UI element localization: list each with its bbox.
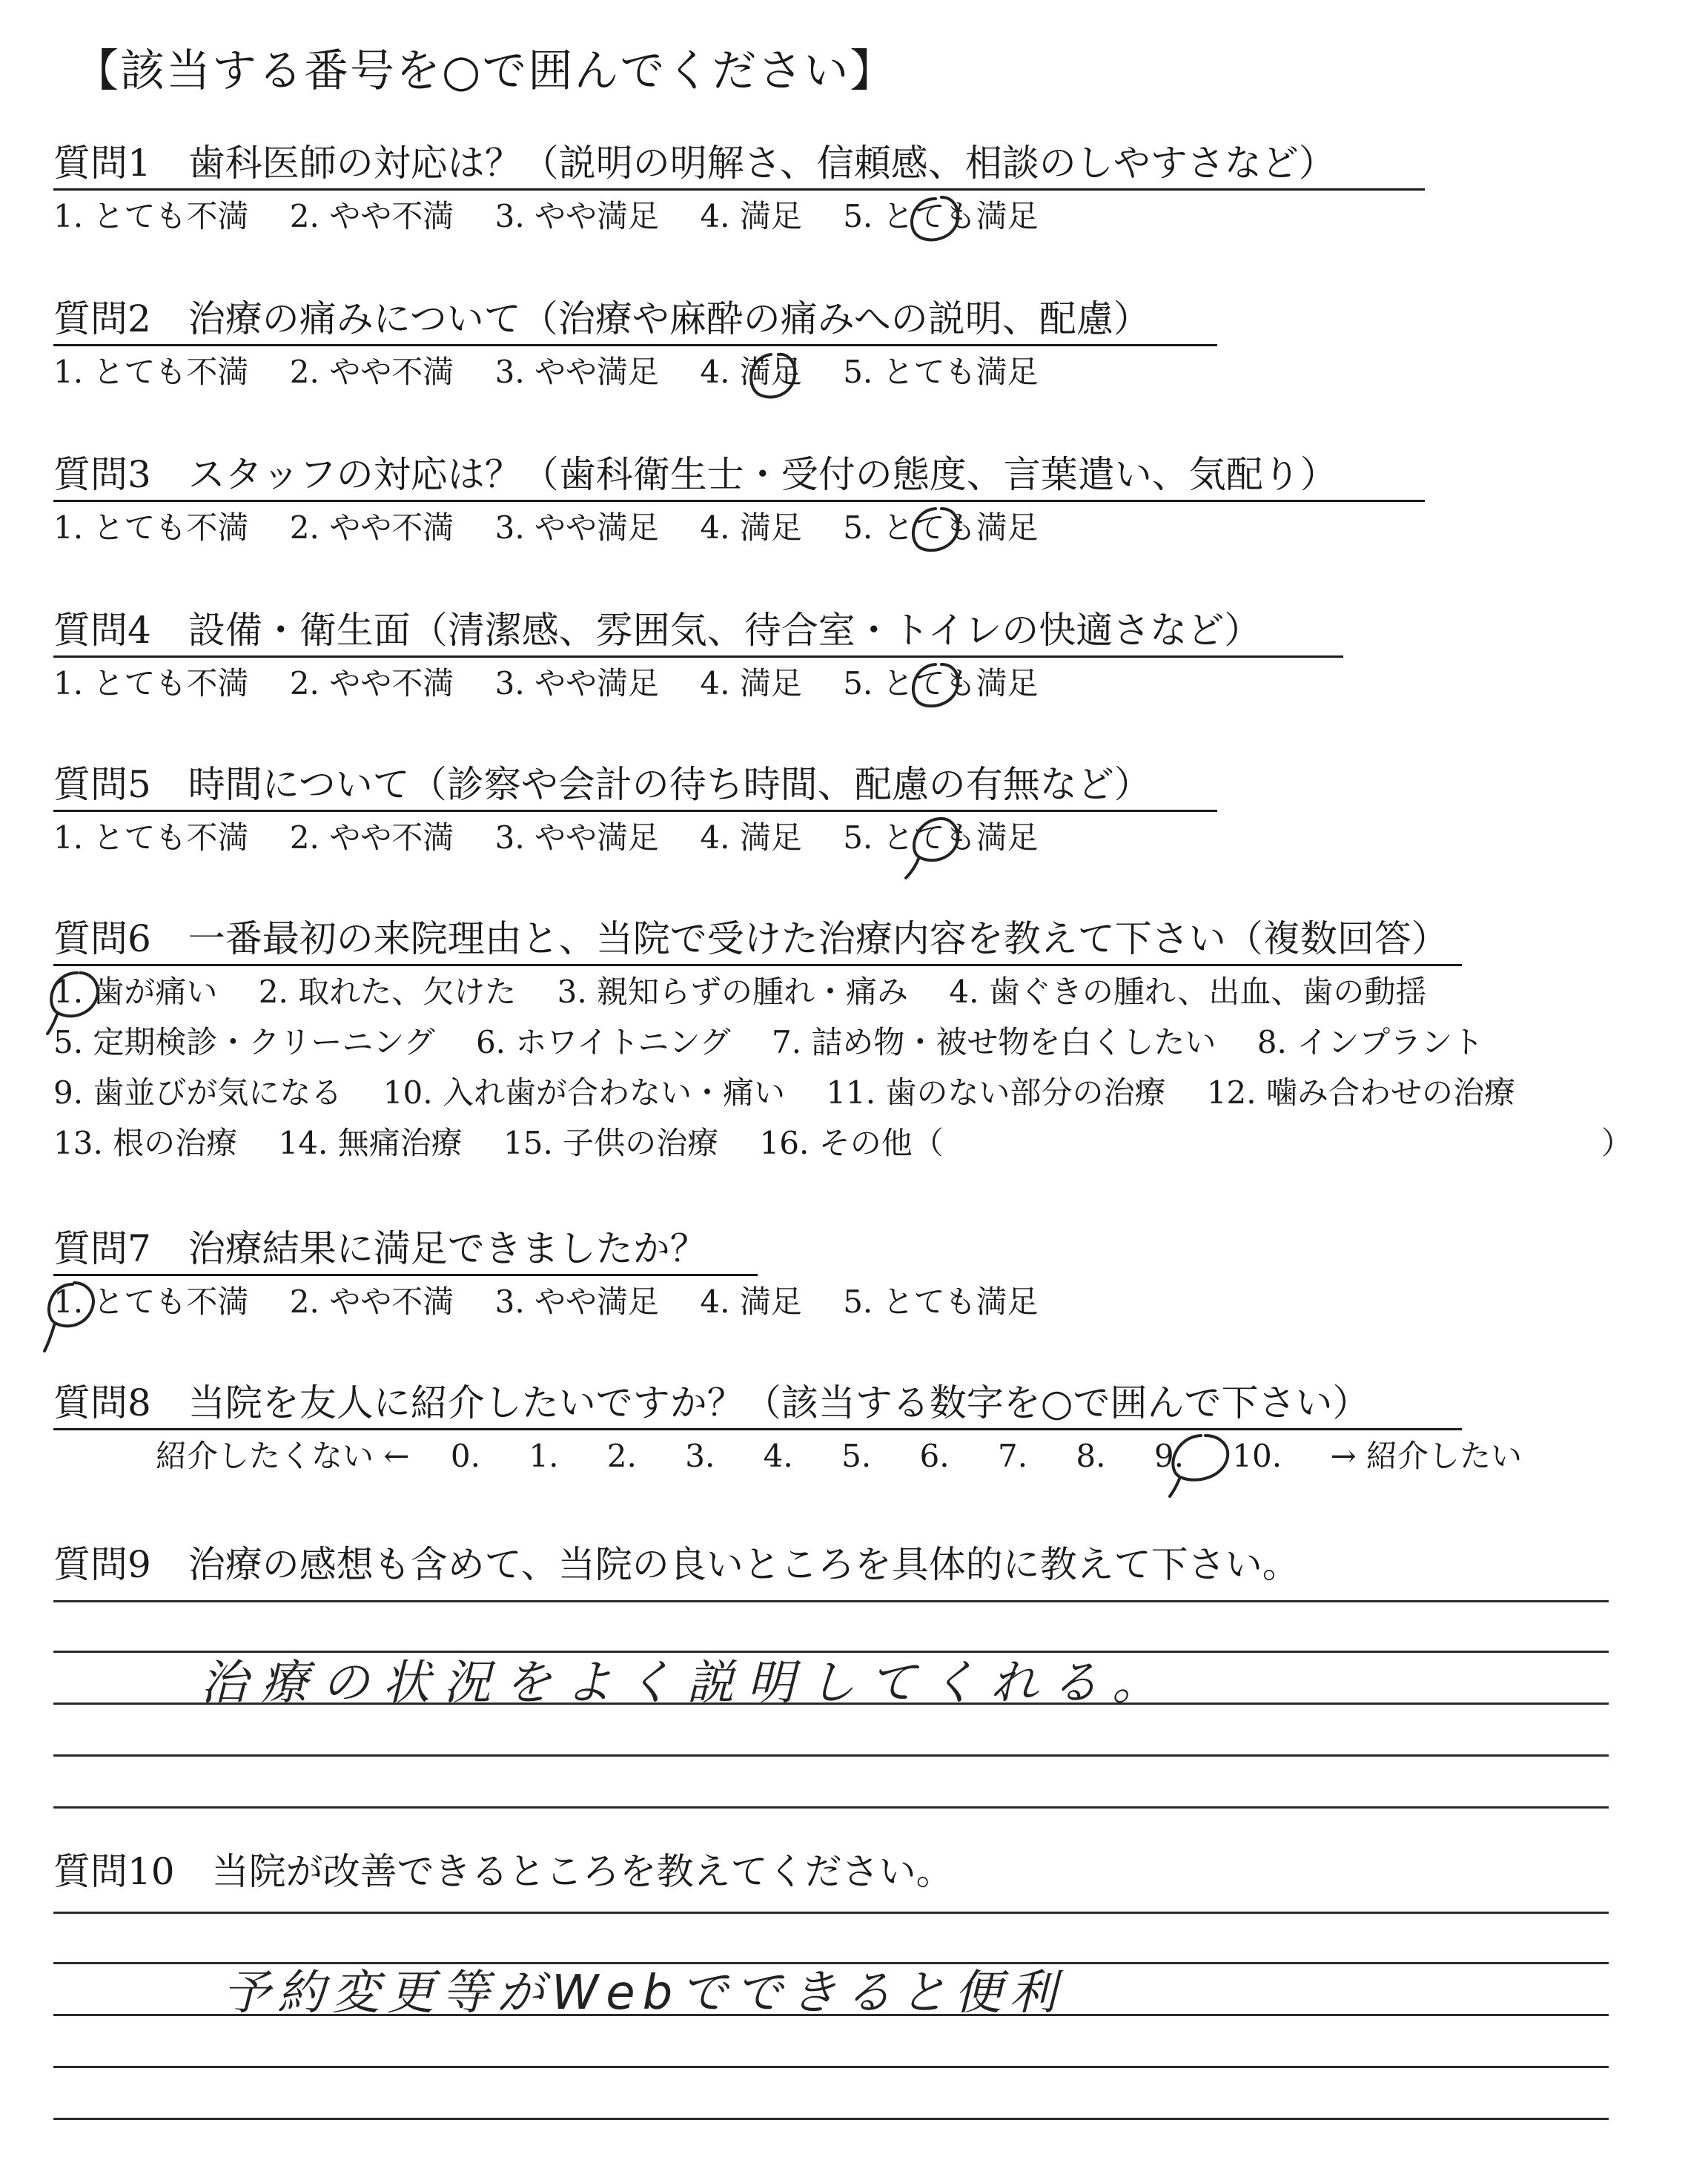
q6-option-11[interactable]: 11. 歯のない部分の治療 xyxy=(826,1074,1166,1111)
q9-writing-line-1 xyxy=(53,1600,1609,1602)
q6-option-10[interactable]: 10. 入れ歯が合わない・痛い xyxy=(383,1074,785,1111)
q9-handwritten-answer[interactable]: 治療の状況をよく説明してくれる。 xyxy=(200,1656,1173,1711)
q2-option-5[interactable]: 5. とても満足 xyxy=(843,354,1039,390)
q3-option-2[interactable]: 2. やや不満 xyxy=(289,509,454,546)
q6-other-close-paren: ） xyxy=(1601,1125,1633,1161)
q1-option-1[interactable]: 1. とても不満 xyxy=(53,198,249,234)
question-2: 質問2 治療の痛みについて（治療や麻酔の痛みへの説明、配慮） xyxy=(53,297,1151,340)
q5-option-4[interactable]: 4. 満足 xyxy=(700,819,802,856)
q5-underline xyxy=(53,810,1217,812)
q10-writing-line-4 xyxy=(53,2066,1609,2068)
q6-option-2[interactable]: 2. 取れた、欠けた xyxy=(258,974,517,1010)
q8-scale-0[interactable]: 0. xyxy=(450,1438,480,1474)
q3-option-3[interactable]: 3. やや満足 xyxy=(494,509,660,546)
q3-underline xyxy=(53,500,1425,502)
q10-handwritten-answer[interactable]: 予約変更等がWebでできると便利 xyxy=(222,1966,1065,2021)
q7-option-4[interactable]: 4. 満足 xyxy=(700,1284,802,1320)
question-7: 質問7 治療結果に満足できましたか？ xyxy=(53,1227,707,1270)
question-8: 質問8 当院を友人に紹介したいですか？（該当する数字を○で囲んで下さい） xyxy=(53,1381,1370,1424)
q8-scale-9[interactable]: 9. xyxy=(1153,1438,1184,1474)
question-5: 質問5 時間について（診察や会計の待ち時間、配慮の有無など） xyxy=(53,763,1151,806)
q1-options xyxy=(53,197,1070,236)
q7-underline xyxy=(53,1274,758,1276)
q6-option-8[interactable]: 8. インプラント xyxy=(1257,1024,1484,1060)
q3-option-1[interactable]: 1. とても不満 xyxy=(53,509,249,546)
q5-options xyxy=(53,819,1070,857)
q6-option-6[interactable]: 6. ホワイトニング xyxy=(475,1024,731,1060)
page-title: 【該当する番号を○で囲んでください】 xyxy=(74,45,896,97)
q6-row-1 xyxy=(53,973,1457,1011)
q6-option-12[interactable]: 12. 噛み合わせの治療 xyxy=(1206,1074,1515,1111)
q2-option-2[interactable]: 2. やや不満 xyxy=(289,354,454,390)
q6-underline xyxy=(53,964,1462,966)
q8-left-label: 紹介したくない ← xyxy=(156,1438,410,1474)
q8-scale-3[interactable]: 3. xyxy=(685,1438,715,1474)
question-3: 質問3 スタッフの対応は？（歯科衛生士・受付の態度、言葉遣い、気配り） xyxy=(53,453,1337,496)
q6-option-9[interactable]: 9. 歯並びが気になる xyxy=(53,1074,342,1111)
q1-option-5[interactable]: 5. とても満足 xyxy=(843,198,1039,234)
question-1: 質問1 歯科医師の対応は？（説明の明解さ、信頼感、相談のしやすさなど） xyxy=(53,142,1336,185)
q6-option-1[interactable]: 1. 歯が痛い xyxy=(53,974,218,1010)
q8-scale-1[interactable]: 1. xyxy=(529,1438,559,1474)
q8-scale-2[interactable]: 2. xyxy=(606,1438,637,1474)
q7-option-5[interactable]: 5. とても満足 xyxy=(843,1284,1039,1320)
q9-writing-line-5 xyxy=(53,1806,1609,1809)
q3-option-5[interactable]: 5. とても満足 xyxy=(843,509,1039,546)
question-9: 質問9 治療の感想も含めて、当院の良いところを具体的に教えて下さい。 xyxy=(53,1543,1300,1586)
q6-row-3 xyxy=(53,1074,1546,1112)
q1-option-2[interactable]: 2. やや不満 xyxy=(289,198,454,234)
q4-option-3[interactable]: 3. やや満足 xyxy=(494,665,660,701)
q8-right-label: → 紹介したい xyxy=(1330,1438,1522,1474)
q2-option-4[interactable]: 4. 満足 xyxy=(700,354,802,390)
question-4: 質問4 設備・衛生面（清潔感、雰囲気、待合室・トイレの快適さなど） xyxy=(53,609,1262,652)
q6-option-7[interactable]: 7. 詰め物・被せ物を白くしたい xyxy=(771,1024,1217,1060)
q6-row-4 xyxy=(53,1124,975,1163)
q1-underline xyxy=(53,188,1425,191)
q4-option-1[interactable]: 1. とても不満 xyxy=(53,665,249,701)
q4-underline xyxy=(53,655,1343,658)
q7-option-2[interactable]: 2. やや不満 xyxy=(289,1284,454,1320)
q8-scale-6[interactable]: 6. xyxy=(919,1438,950,1474)
q10-writing-line-1 xyxy=(53,1912,1609,1914)
q6-option-3[interactable]: 3. 親知らずの腫れ・痛み xyxy=(557,974,909,1010)
q6-option-4[interactable]: 4. 歯ぐきの腫れ、出血、歯の動揺 xyxy=(949,974,1427,1010)
q8-scale-7[interactable]: 7. xyxy=(997,1438,1028,1474)
q2-options xyxy=(53,353,1070,392)
q2-option-1[interactable]: 1. とても不満 xyxy=(53,354,249,390)
q2-option-3[interactable]: 3. やや満足 xyxy=(494,354,660,390)
q2-underline xyxy=(53,344,1217,346)
q4-option-2[interactable]: 2. やや不満 xyxy=(289,665,454,701)
q6-option-15[interactable]: 15. 子供の治療 xyxy=(503,1125,719,1161)
q8-scale xyxy=(156,1437,1553,1476)
question-6: 質問6 一番最初の来院理由と、当院で受けた治療内容を教えて下さい（複数回答） xyxy=(53,917,1449,960)
q6-option-5[interactable]: 5. 定期検診・クリーニング xyxy=(53,1024,435,1060)
q6-option-16[interactable]: 16. その他（ xyxy=(759,1125,944,1161)
q6-option-13[interactable]: 13. 根の治療 xyxy=(53,1125,238,1161)
q6-row-2 xyxy=(53,1023,1515,1062)
q6-option-14[interactable]: 14. 無痛治療 xyxy=(278,1125,463,1161)
q1-option-3[interactable]: 3. やや満足 xyxy=(494,198,660,234)
q7-option-1[interactable]: 1. とても不満 xyxy=(53,1284,249,1320)
q4-option-5[interactable]: 5. とても満足 xyxy=(843,665,1039,701)
q1-option-4[interactable]: 4. 満足 xyxy=(700,198,802,234)
q10-writing-line-5 xyxy=(53,2118,1609,2120)
q8-scale-4[interactable]: 4. xyxy=(763,1438,793,1474)
q8-scale-5[interactable]: 5. xyxy=(841,1438,872,1474)
q5-option-1[interactable]: 1. とても不満 xyxy=(53,819,249,856)
q8-scale-8[interactable]: 8. xyxy=(1076,1438,1106,1474)
q8-scale-10[interactable]: 10. xyxy=(1232,1438,1282,1474)
q5-option-5[interactable]: 5. とても満足 xyxy=(843,819,1039,856)
q4-options xyxy=(53,664,1070,703)
question-10: 質問10 当院が改善できるところを教えてください。 xyxy=(53,1850,953,1893)
q5-option-2[interactable]: 2. やや不満 xyxy=(289,819,454,856)
q9-writing-line-4 xyxy=(53,1754,1609,1757)
q5-option-3[interactable]: 3. やや満足 xyxy=(494,819,660,856)
q4-option-4[interactable]: 4. 満足 xyxy=(700,665,802,701)
q3-option-4[interactable]: 4. 満足 xyxy=(700,509,802,546)
q7-options xyxy=(53,1283,1070,1321)
q7-option-3[interactable]: 3. やや満足 xyxy=(494,1284,660,1320)
q8-underline xyxy=(53,1428,1462,1430)
q3-options xyxy=(53,509,1070,547)
